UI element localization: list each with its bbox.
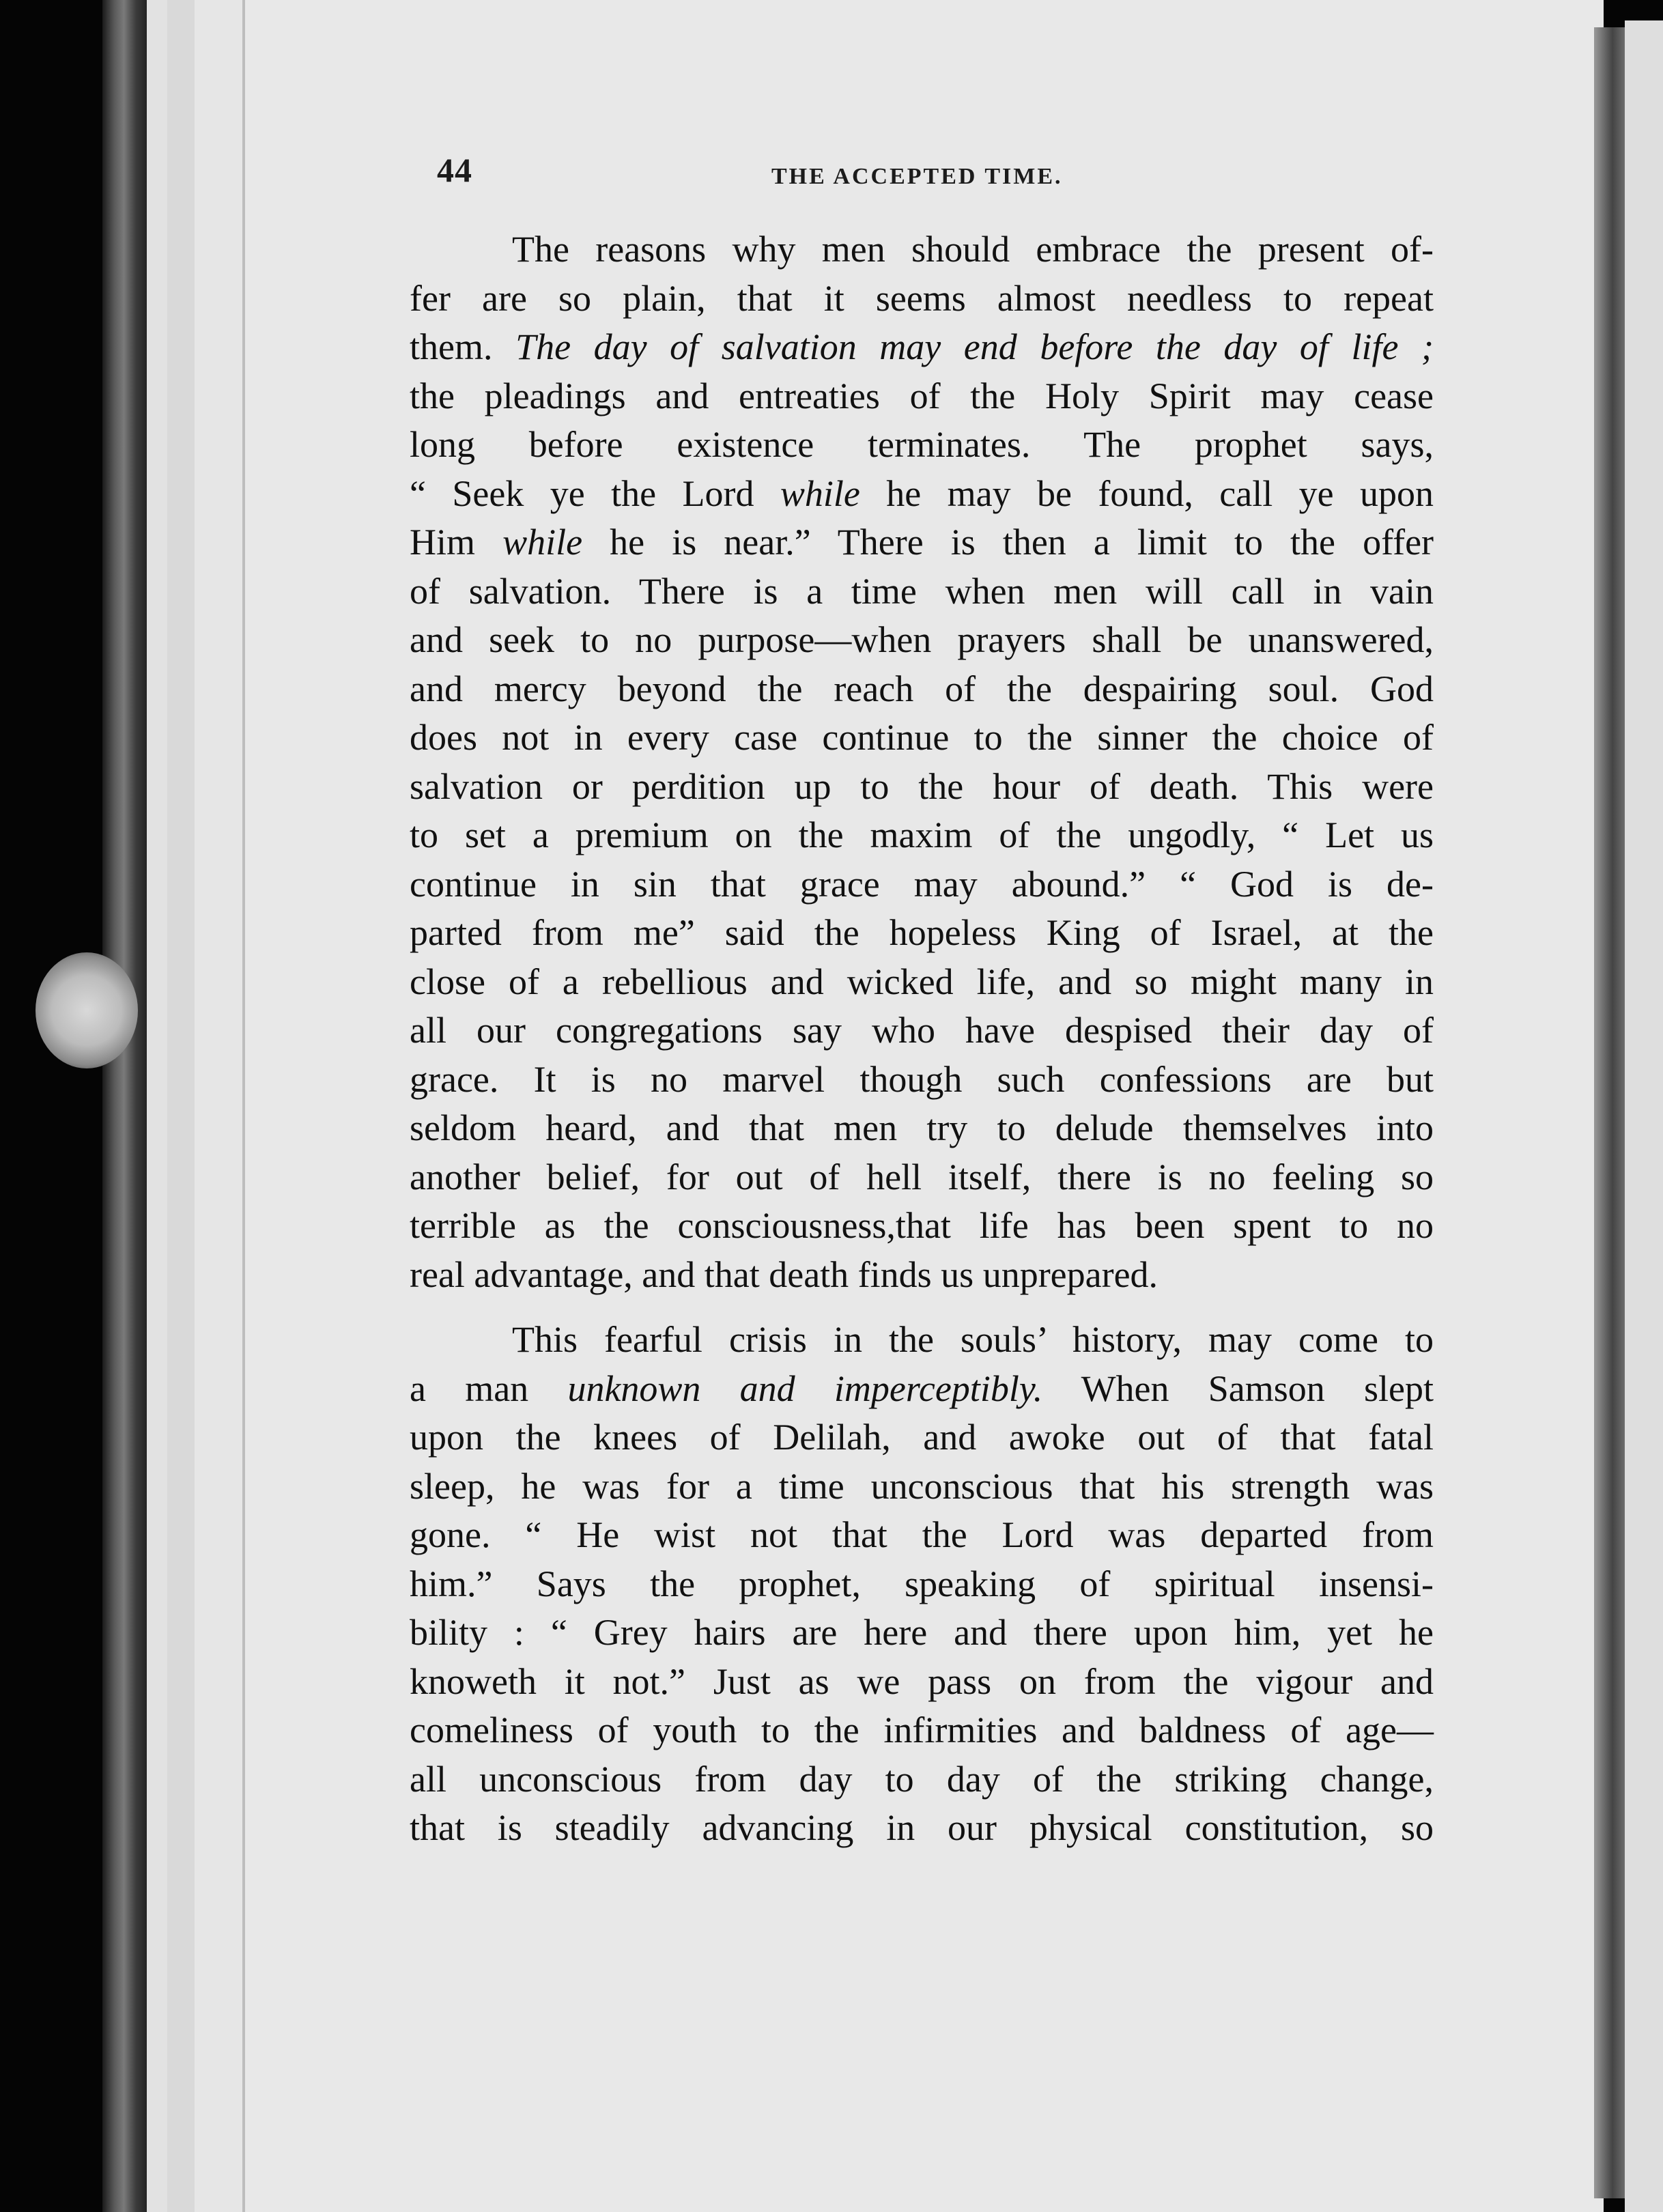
text-line: gone. “ He wist not that the Lord was departed from <box>410 1514 1434 1555</box>
text-line: sleep, he was for a time unconscious that his strength was <box>410 1465 1434 1507</box>
gutter-shadow <box>1594 27 1625 2198</box>
paper-stain <box>35 952 138 1068</box>
italic-run: The day of salvation may end before the day of life ; <box>515 326 1434 367</box>
text-line: upon the knees of Delilah, and awoke out of that fatal <box>410 1417 1434 1458</box>
paragraph-gap <box>410 1299 1434 1316</box>
text-line: bility : “ Grey hairs are here and there upon him, yet he <box>410 1612 1434 1653</box>
page-number: 44 <box>437 151 472 189</box>
text-line: salvation or perdition up to the hour of death. This were <box>410 765 1434 807</box>
paragraph <box>410 1316 1434 1853</box>
italic-run: while <box>780 472 860 514</box>
text-line: and mercy beyond the reach of the despairing soul. God <box>410 668 1434 709</box>
text-line: seldom heard, and that men try to delude themselves into <box>410 1107 1434 1148</box>
text-line <box>410 518 1434 567</box>
text-line: the pleadings and entreaties of the Holy Spirit may cease <box>410 375 1434 416</box>
italic-run: unknown and imperceptibly. <box>567 1367 1043 1409</box>
text-line: that is steadily advancing in our physical constitution, so <box>410 1807 1434 1848</box>
text-line: to set a premium on the maxim of the ungodly, “ Let us <box>410 814 1434 855</box>
text-line: continue in sin that grace may abound.” “ God is de- <box>410 863 1434 905</box>
facing-page-edge <box>1625 20 1663 2212</box>
text-line: parted from me” said the hopeless King of Israel, at the <box>410 912 1434 953</box>
text-line: terrible as the consciousness,that life has been spent to no <box>410 1205 1434 1246</box>
text-line: another belief, for out of hell itself, there is no feeling so <box>410 1156 1434 1197</box>
text-run: them. <box>410 326 493 367</box>
text-run: a man <box>410 1367 529 1409</box>
text-line: him.” Says the prophet, speaking of spiritual insensi- <box>410 1563 1434 1604</box>
text-line: fer are so plain, that it seems almost needless to repeat <box>410 277 1434 319</box>
text-run: Him <box>410 522 476 563</box>
book-cover-edge <box>102 0 150 2212</box>
running-title: THE ACCEPTED TIME. <box>771 164 1063 189</box>
paragraph <box>410 225 1434 1299</box>
text-line <box>410 1365 1434 1414</box>
text-run: he is near.” There is then a limit to the offer <box>610 522 1434 563</box>
text-line: all unconscious from day to day of the striking change, <box>410 1758 1434 1800</box>
body-text <box>410 225 1434 1853</box>
text-line <box>410 323 1434 372</box>
text-line: knoweth it not.” Just as we pass on from the vigour and <box>410 1660 1434 1702</box>
text-run: he may be found, call ye upon <box>886 472 1434 514</box>
text-line: comeliness of youth to the infirmities and baldness of age— <box>410 1710 1434 1750</box>
text-line: does not in every case continue to the sinner the choice of <box>410 717 1434 758</box>
text-run: When Samson slept <box>1081 1367 1434 1409</box>
text-line: real advantage, and that death finds us unprepared. <box>410 1253 1159 1295</box>
italic-run: while <box>502 522 583 563</box>
text-run: “ Seek ye the Lord <box>410 472 754 514</box>
text-line: The reasons why men should embrace the present of- <box>512 229 1434 270</box>
text-line <box>410 470 1434 519</box>
text-line: grace. It is no marvel though such confessions are but <box>410 1058 1434 1100</box>
text-line: close of a rebellious and wicked life, and so might many in <box>410 961 1434 1002</box>
text-line: long before existence terminates. The prophet says, <box>410 424 1434 465</box>
text-line: all our congregations say who have despised their day of <box>410 1010 1434 1051</box>
text-line: This fearful crisis in the souls’ history, may come to <box>512 1319 1434 1360</box>
text-line: and seek to no purpose—when prayers shall be unanswered, <box>410 619 1434 660</box>
text-line: of salvation. There is a time when men will call in vain <box>410 570 1434 612</box>
running-header <box>437 150 1427 198</box>
